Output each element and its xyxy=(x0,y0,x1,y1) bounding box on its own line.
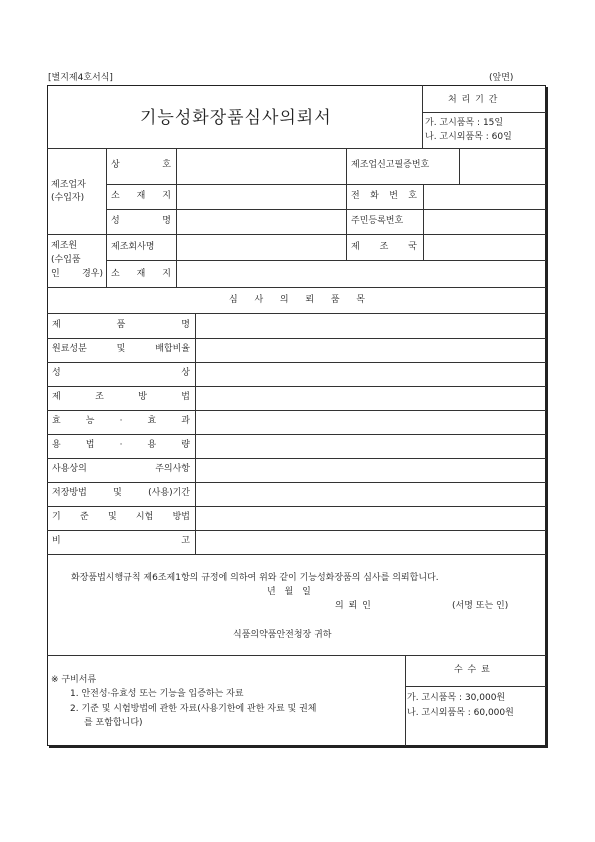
efficacy-field[interactable] xyxy=(196,411,545,433)
requester-label: 의 뢰 인 xyxy=(335,601,372,611)
source-address-label: 소 재 지 xyxy=(111,269,171,279)
processing-line2: 나. 고시외품목 : 60일 xyxy=(425,132,512,142)
item-dosage: 용 법 · 용 량 xyxy=(52,440,190,450)
processing-header: 처 리 기 간 xyxy=(448,95,499,105)
business-name-label: 상 호 xyxy=(111,160,171,170)
business-name-field[interactable] xyxy=(177,149,345,183)
precautions-field[interactable] xyxy=(196,459,545,481)
section-title: 심 사 의 뢰 품 목 xyxy=(229,295,365,305)
item-ingredients: 원료성분 및 배합비율 xyxy=(52,344,190,354)
storage-field[interactable] xyxy=(196,483,545,505)
dosage-field[interactable] xyxy=(196,435,545,457)
request-statement: 화장품법시행규칙 제6조제1항의 규정에 의하여 위와 같이 기능성화장품의 심사를 의뢰합니다. xyxy=(71,573,439,583)
item-manufacturing-method: 제 조 방 법 xyxy=(52,392,190,402)
remarks-field[interactable] xyxy=(196,531,545,553)
country-field[interactable] xyxy=(424,235,545,259)
representative-field[interactable] xyxy=(177,210,345,233)
ingredients-field[interactable] xyxy=(196,339,545,361)
documents-item2-cont: 를 포함합니다) xyxy=(84,718,143,728)
representative-label: 성 명 xyxy=(111,216,171,226)
source-sublabel-2: 인 경우) xyxy=(51,269,103,279)
company-name-field[interactable] xyxy=(177,235,345,259)
documents-item2: 2. 기준 및 시험방법에 관한 자료(사용기한에 관한 자료 및 권체 xyxy=(70,704,317,714)
item-test-methods: 기 준 및 시험 방법 xyxy=(52,512,190,522)
phone-field[interactable] xyxy=(424,185,545,208)
manufacturer-label: 제조업자 xyxy=(51,180,86,190)
fee-line1: 가. 고시품목 : 30,000원 xyxy=(407,693,506,703)
country-label: 제 조 국 xyxy=(351,242,417,252)
item-precautions: 사용상의 주의사항 xyxy=(52,464,190,474)
signature-label: (서명 또는 인) xyxy=(452,601,509,611)
item-storage: 저장방법 및 (사용)기간 xyxy=(52,488,190,498)
manufacturer-address-label: 소 재 지 xyxy=(111,191,171,201)
processing-line1: 가. 고시품목 : 15일 xyxy=(425,118,504,128)
phone-label: 전 화 번 호 xyxy=(351,191,417,201)
item-remarks: 비 고 xyxy=(52,536,190,546)
manufacturing-method-field[interactable] xyxy=(196,387,545,409)
appearance-field[interactable] xyxy=(196,363,545,385)
source-label: 제조원 xyxy=(51,241,78,251)
item-appearance: 성 상 xyxy=(52,368,190,378)
form-number: [별지제4호서식] xyxy=(48,73,113,83)
addressee: 식품의약품안전청장 귀하 xyxy=(233,630,332,640)
license-number-label: 제조업신고필증번호 xyxy=(351,160,430,170)
test-methods-field[interactable] xyxy=(196,507,545,529)
request-date: 년 월 일 xyxy=(267,587,311,597)
resident-number-label: 주민등록번호 xyxy=(351,216,404,226)
source-address-field[interactable] xyxy=(177,261,545,286)
company-name-label: 제조회사명 xyxy=(111,242,155,252)
fee-line2: 나. 고시외품목 : 60,000원 xyxy=(407,708,514,718)
documents-header: ※ 구비서류 xyxy=(51,675,97,685)
manufacturer-address-field[interactable] xyxy=(177,185,345,208)
documents-item1: 1. 안전성·유효성 또는 기능을 입증하는 자료 xyxy=(70,689,244,699)
resident-number-field[interactable] xyxy=(424,210,545,233)
form-title: 기능성화장품심사의뢰서 xyxy=(140,108,332,128)
product-name-field[interactable] xyxy=(196,314,545,337)
item-efficacy: 효 능 · 효 과 xyxy=(52,416,190,426)
manufacturer-sublabel: (수입자) xyxy=(51,193,85,203)
page-side: (앞면) xyxy=(489,73,514,83)
item-product-name: 제 품 명 xyxy=(52,320,190,330)
license-number-field[interactable] xyxy=(460,149,545,183)
source-sublabel: (수입품 xyxy=(51,255,81,265)
fee-header: 수 수 료 xyxy=(454,665,491,675)
